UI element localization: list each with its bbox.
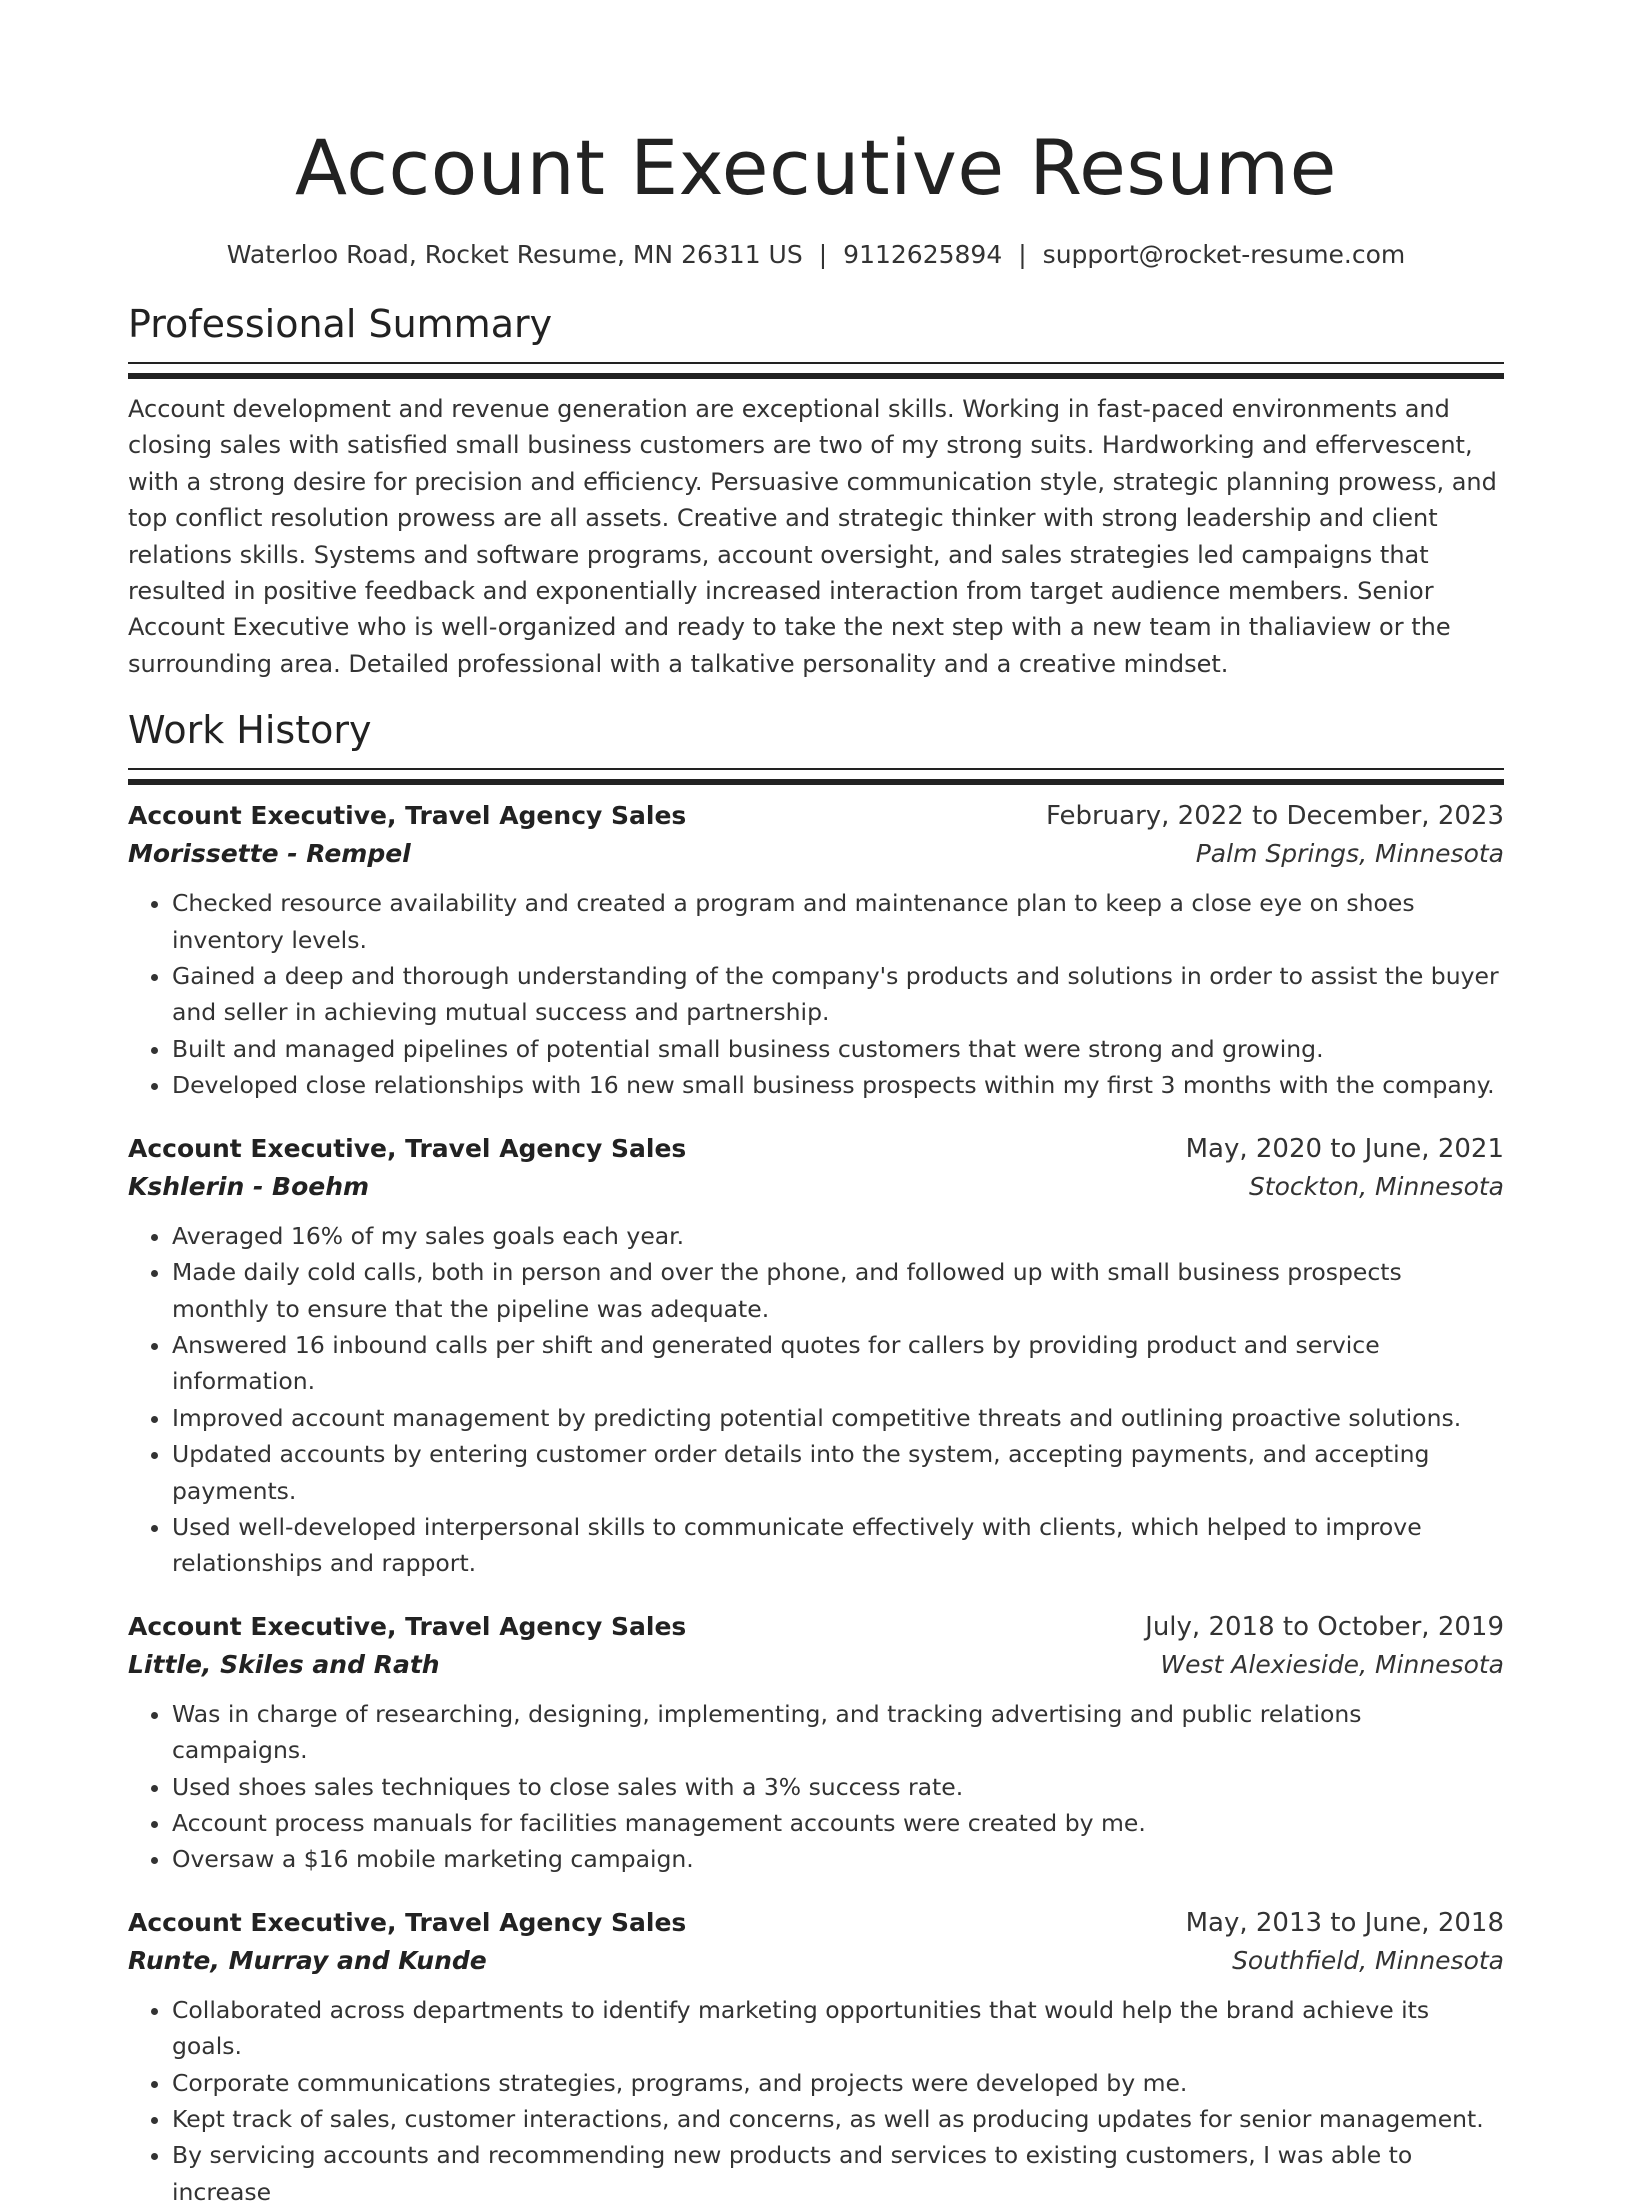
- job-bullet: • Built and managed pipelines of potential small business customers that were strong and growing.: [172, 1031, 1504, 1067]
- job-bullet: • Used shoes sales techniques to close sales with a 3% success rate.: [172, 1769, 1504, 1805]
- job-entry: [128, 1608, 1504, 1878]
- job-subheader-row: [128, 1942, 1504, 1980]
- section-divider: [128, 768, 1504, 785]
- job-title: Account Executive, Travel Agency Sales: [128, 801, 687, 831]
- job-header-row: [128, 1608, 1504, 1646]
- job-location: Palm Springs, Minnesota: [1195, 839, 1504, 869]
- job-company: Morissette - Rempel: [128, 839, 411, 869]
- job-dates: July, 2018 to October, 2019: [1145, 1611, 1504, 1642]
- job-bullet: • By servicing accounts and recommending new products and services to existing customers, I was able to increase: [172, 2137, 1504, 2210]
- job-bullet: • Averaged 16% of my sales goals each year.: [172, 1218, 1504, 1254]
- job-bullets: [128, 1696, 1504, 1878]
- job-location: West Alexieside, Minnesota: [1160, 1649, 1504, 1679]
- job-dates: February, 2022 to December, 2023: [1045, 801, 1504, 832]
- contact-separator: |: [818, 240, 828, 269]
- job-title: Account Executive, Travel Agency Sales: [128, 1907, 687, 1937]
- resume-title: Account Executive Resume: [295, 123, 1337, 212]
- job-bullet: • Collaborated across departments to identify marketing opportunities that would help the brand achieve its goals.: [172, 1992, 1504, 2065]
- work-history-heading: Work History: [128, 708, 372, 753]
- job-bullet: • Oversaw a $16 mobile marketing campaign.: [172, 1841, 1504, 1877]
- job-subheader-row: [128, 1646, 1504, 1684]
- job-location: Stockton, Minnesota: [1248, 1171, 1504, 1201]
- resume-page: [128, 0, 1504, 2210]
- summary-heading: Professional Summary: [128, 302, 553, 346]
- contact-address: Waterloo Road, Rocket Resume, MN 26311 US: [226, 240, 803, 269]
- job-bullets: [128, 1218, 1504, 1582]
- job-bullet: • Developed close relationships with 16 new small business prospects within my first 3 months with the company.: [172, 1067, 1504, 1103]
- job-bullets: [128, 1992, 1504, 2210]
- job-company: Little, Skiles and Rath: [128, 1649, 440, 1679]
- job-dates: May, 2020 to June, 2021: [1185, 1133, 1504, 1164]
- job-title: Account Executive, Travel Agency Sales: [128, 1133, 687, 1163]
- contact-line: [128, 238, 1504, 272]
- job-header-row: [128, 797, 1504, 835]
- job-company: Kshlerin - Boehm: [128, 1171, 370, 1201]
- job-bullet: • Improved account management by predicting potential competitive threats and outlining proactive solutions.: [172, 1400, 1504, 1436]
- job-entry: [128, 1130, 1504, 1582]
- job-bullets: [128, 885, 1504, 1103]
- job-bullet: • Corporate communications strategies, programs, and projects were developed by me.: [172, 2065, 1504, 2101]
- job-bullet: • Made daily cold calls, both in person and over the phone, and followed up with small business prospects monthly to ensure that the pipeline was adequate.: [172, 1254, 1504, 1327]
- job-location: Southfield, Minnesota: [1232, 1945, 1504, 1975]
- job-bullet: • Updated accounts by entering customer order details into the system, accepting payments, and accepting payments.: [172, 1436, 1504, 1509]
- job-bullet: • Gained a deep and thorough understanding of the company's products and solutions in order to assist the buyer and seller in achieving mutual success and partnership.: [172, 958, 1504, 1031]
- job-subheader-row: [128, 1168, 1504, 1206]
- job-bullet: • Checked resource availability and created a program and maintenance plan to keep a close eye on shoes inventory levels.: [172, 885, 1504, 958]
- job-title: Account Executive, Travel Agency Sales: [128, 1611, 687, 1641]
- job-bullet: • Account process manuals for facilities management accounts were created by me.: [172, 1805, 1504, 1841]
- summary-text: Account development and revenue generation are exceptional skills. Working in fast-paced environments and closing sales with satisfied small business customers are two of my strong suits. Hardworking and effervescent, with a strong desire for precision and efficiency. Persuasive communication style, strategic planning prowess, and top conflict resolution prowess are all assets. Creative and strategic thinker with strong leadership and client relations skills. Systems and software programs, account oversight, and sales strategies led campaigns that resulted in positive feedback and exponentially increased interaction from target audience members. Senior Account Executive who is well-organized and ready to take the next step with a new team in thaliaview or the surrounding area. Detailed professional with a talkative personality and a creative mindset.: [128, 395, 1497, 678]
- job-dates: May, 2013 to June, 2018: [1185, 1907, 1504, 1938]
- job-header-row: [128, 1904, 1504, 1942]
- job-bullet: • Kept track of sales, customer interactions, and concerns, as well as producing updates for senior management.: [172, 2101, 1504, 2137]
- job-entry: [128, 1904, 1504, 2210]
- job-entry: [128, 797, 1504, 1103]
- contact-separator: |: [1018, 240, 1027, 269]
- section-divider: [128, 362, 1504, 379]
- job-header-row: [128, 1130, 1504, 1168]
- contact-phone: 9112625894: [843, 240, 1003, 269]
- job-subheader-row: [128, 835, 1504, 873]
- job-bullet: • Answered 16 inbound calls per shift and generated quotes for callers by providing product and service information.: [172, 1327, 1504, 1400]
- job-bullet: • Used well-developed interpersonal skills to communicate effectively with clients, which helped to improve relationships and rapport.: [172, 1509, 1504, 1582]
- job-company: Runte, Murray and Kunde: [128, 1945, 487, 1975]
- contact-email: support@rocket-resume.com: [1042, 240, 1406, 269]
- job-bullet: • Was in charge of researching, designing, implementing, and tracking advertising and public relations campaigns.: [172, 1696, 1504, 1769]
- job-list: [128, 797, 1504, 2210]
